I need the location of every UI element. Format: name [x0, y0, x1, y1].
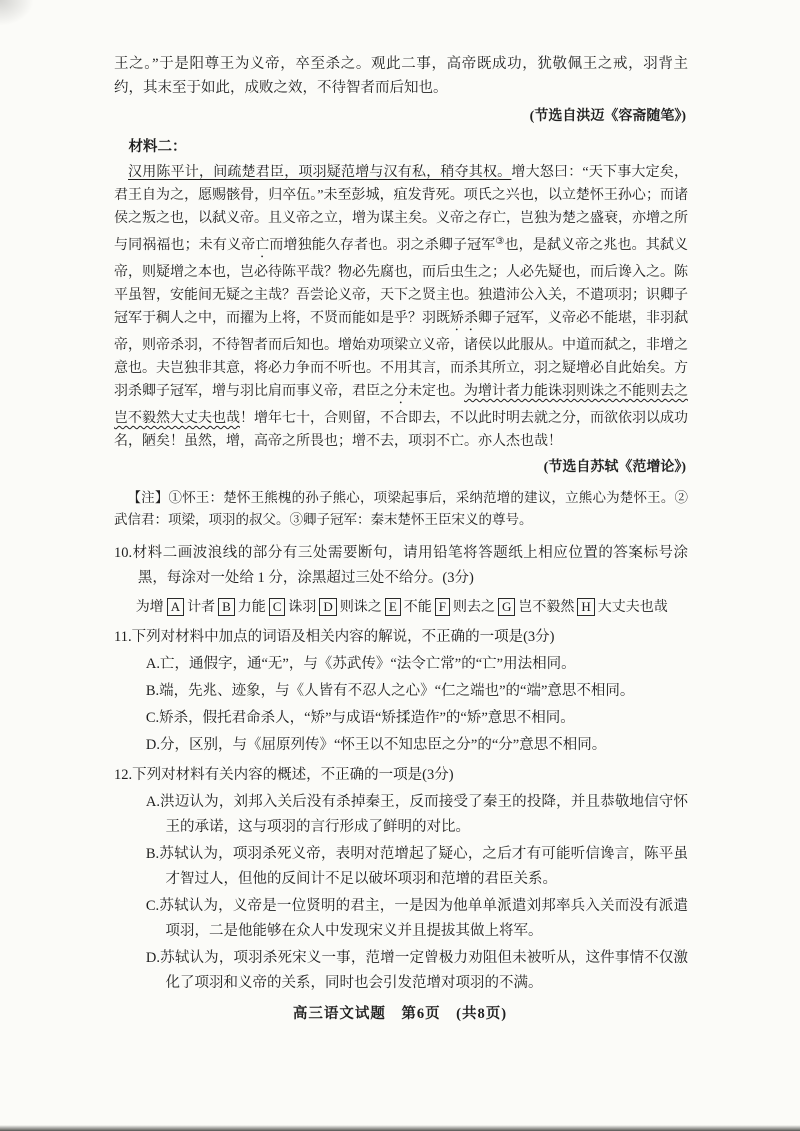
- question-11-option-c: C.矫杀，假托君命杀人，“矫”与成语“矫揉造作”的“矫”意思不相同。: [145, 710, 575, 726]
- question-11-option-d: D.分，区别，与《屈原列传》“怀王以不知忠臣之分”的“分”意思不相同。: [145, 737, 607, 753]
- scan-corner-shadow: [0, 0, 34, 26]
- question-11: [114, 625, 688, 758]
- answer-letter-box: H: [577, 598, 594, 616]
- question-10-stem: 10.材料二画波浪线的部分有三处需要断句，请用铅笔将答题纸上相应位置的答案标号涂黑，每涂对一处给 1 分，涂黑超过三处不给分。(3分): [114, 545, 688, 586]
- text-segment: 则去之: [453, 600, 495, 615]
- text-segment: 岂不毅然: [518, 600, 575, 615]
- question-10-answer-line: [136, 596, 688, 620]
- text-segment: 增大怒曰：“天下事大定矣，君王自为之，愿赐骸骨，归卒伍。”未至彭城，疽发背死。项氏之兴也，以立楚怀王孙心；而诸侯之叛之也，以弑义帝。且义帝之立，增为谋主矣。义帝之存亡，岂独为楚之盛衰，亦增之所与同祸福也；未有义帝: [114, 165, 688, 253]
- text-segment: 为增: [135, 600, 164, 615]
- question-12-option-b: B.苏轼认为，项羽杀死义帝，表明对范增起了疑心，之后才有可能听信谗言，陈平虽才智过人，但他的反间计不足以破坏项羽和范增的君臣关系。: [145, 846, 688, 887]
- text-segment: 计者: [187, 600, 216, 615]
- text-segment: 不能: [403, 600, 432, 615]
- answer-letter-box: D: [319, 598, 336, 616]
- question-11-option-b: B.端，先兆、迹象，与《人皆有不忍人之心》“仁之端也”的“端”意思不相同。: [145, 683, 635, 699]
- text-segment: 汉用陈平计，间疏楚君臣，项羽疑范增与汉有私，稍夺其权。: [128, 165, 512, 180]
- page-footer: 高三语文试题 第6页 (共8页): [292, 1006, 508, 1022]
- question-11-option-a: A.亡，通假字，通“无”，与《苏武传》“法令亡常”的“亡”用法相同。: [145, 656, 576, 672]
- intro-paragraph: 王之。”于是阳尊王为义帝，卒至杀之。观此二事，高帝既成功，犹敬佩王之戒，羽背主约，其末至于如此，成败之效，不待智者而后知也。: [114, 56, 688, 96]
- note-paragraph: 【注】①怀王：楚怀王熊槐的孙子熊心，项梁起事后，采纳范增的建议，立熊心为楚怀王。②武信君：项梁，项羽的叔父。③卿子冠军：秦末楚怀王臣宋义的尊号。: [114, 490, 688, 527]
- text-segment: 力能: [237, 600, 266, 615]
- text-segment: 也，是弑义帝之兆也。其弑义帝，则疑增之本也，岂必待陈平哉？物必先腐也，而后虫生之；人必先疑也，而后谗入之。陈平虽智，安能间无疑之主哉？吾尝论义帝，天下之贤主也。独遣沛公入关，不遣项羽；识卿子冠军于稠人之中，而擢为上将，不贤而能如是乎？羽既: [114, 238, 689, 326]
- text-segment: 诛羽: [288, 600, 317, 615]
- text-segment: 亡: [255, 238, 270, 253]
- text-segment: 大丈夫也哉: [597, 600, 668, 615]
- source-citation-fanzenglun: (节选自苏轼《范增论》): [543, 460, 686, 475]
- question-11-stem: 11.下列对材料中加点的词语及相关内容的解说，不正确的一项是(3分): [114, 629, 555, 645]
- material2-paragraph: [114, 161, 688, 453]
- question-10: [114, 541, 688, 620]
- answer-letter-box: A: [167, 598, 184, 616]
- answer-letter-box: B: [218, 598, 235, 616]
- question-12-stem: 12.下列对材料有关内容的概述，不正确的一项是(3分): [114, 767, 454, 783]
- answer-letter-box: C: [269, 598, 286, 616]
- question-12: [114, 763, 688, 996]
- source-citation-rongzhai: (节选自洪迈《容斋随笔》): [529, 109, 686, 124]
- text-segment: 为增计者力能诛羽则诛之不能则去之岂不毅然大丈夫也哉: [114, 384, 688, 426]
- text-segment: 矫杀: [450, 311, 478, 326]
- text-segment: 分: [394, 384, 408, 399]
- question-12-option-a: A.洪迈认为，刘邦入关后没有杀掉秦王，反而接受了秦王的投降，并且恭敬地信守怀王的承诺，这与项羽的言行形成了鲜明的对比。: [145, 794, 688, 835]
- answer-letter-box: G: [498, 598, 515, 616]
- text-segment: 而增独能久存者也。羽之杀卿子冠军: [269, 238, 496, 253]
- text-segment: ！增年七十，合则留，不合即去，不以此时明去就之分，而欲依羽以成功名，陋矣！虽然，增，高帝之所畏也；增不去，项羽不亡。亦人杰也哉！: [114, 411, 688, 449]
- material2-label: 材料二：: [128, 139, 187, 155]
- scan-bottom-edge: [0, 1125, 800, 1131]
- answer-letter-box: E: [385, 598, 401, 616]
- question-12-option-d: D.苏轼认为，项羽杀死宋义一事，范增一定曾极力劝阻但未被听从，这件事情不仅激化了项羽和义帝的关系，同时也会引发范增对项羽的不满。: [145, 950, 688, 991]
- text-segment: 卿子冠军，义帝必不能堪，非羽弑帝，则帝杀羽，不待智者而后知也。增始劝项梁立义帝，诸侯以此服从。中道而弑之，非增之意也。夫岂独非其意，将必力争而不听也。不用其言，而杀其所立，羽之疑增必自此始矣。方羽杀卿子冠军，增与羽比肩而事义帝，君臣之: [114, 311, 688, 399]
- text-segment: ③: [495, 236, 505, 247]
- question-12-option-c: C.苏轼认为，义帝是一位贤明的君主，一是因为他单单派遣刘邦率兵入关而没有派遣项羽，二是他能够在众人中发现宋义并且提拔其做上将军。: [145, 898, 688, 939]
- text-segment: 则诛之: [339, 600, 382, 615]
- answer-letter-box: F: [435, 598, 450, 616]
- text-segment: 未定也。: [408, 384, 464, 399]
